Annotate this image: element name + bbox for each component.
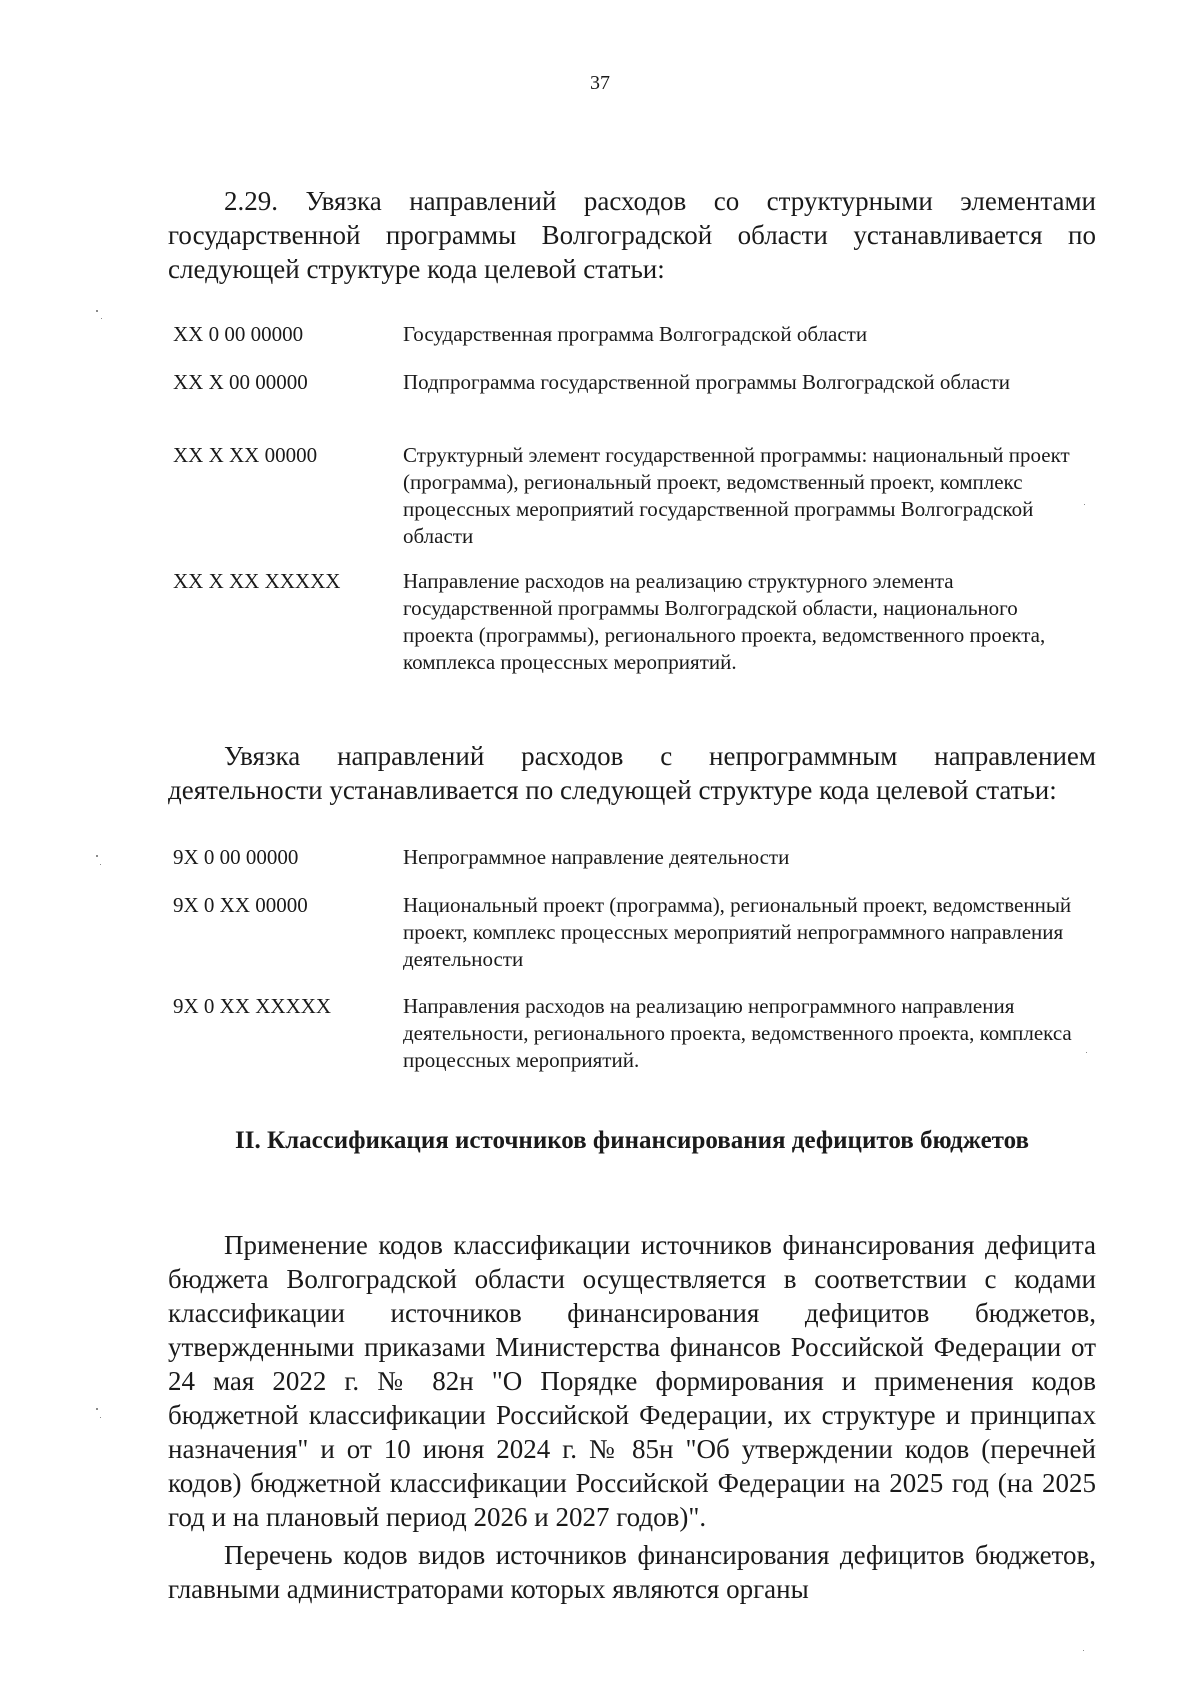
description-cell: Непрограммное направление деятельности [403, 845, 790, 869]
non-program-code-table [173, 844, 1078, 1074]
table-row [173, 369, 1078, 442]
description-cell: Подпрограмма государственной программы Волгоградской области [403, 370, 1011, 394]
code-cell: XX 0 00 00000 [173, 322, 304, 346]
scan-speck [96, 855, 98, 857]
table-row [173, 892, 1078, 993]
scan-speck [96, 310, 98, 312]
section-heading: II. Классификация источников финансирования дефицитов бюджетов [235, 1127, 1029, 1154]
table-row [173, 844, 1078, 892]
scan-speck [96, 1408, 98, 1410]
table-row [173, 993, 1078, 1074]
scan-speck [100, 864, 101, 865]
program-code-table [173, 321, 1078, 676]
code-cell: XX X 00 00000 [173, 370, 308, 394]
code-cell: 9X 0 XX XXXXX [173, 994, 332, 1018]
scan-speck [1084, 504, 1085, 505]
code-cell: 9X 0 XX 00000 [173, 893, 308, 917]
paragraph-2-29: 2.29. Увязка направлений расходов со структурными элементами государственной программы Волгоградской области устанавливается по следующей структуре кода целевой статьи: [168, 186, 1096, 284]
paragraph-classification: Применение кодов классификации источников финансирования дефицита бюджета Волгоградской области осуществляется в соответствии с кодами классификации источников финансирования дефицитов бюджетов, утвержденными приказами Министерства финансов Российской Федерации от 24 мая 2022 г. № 82н "О Порядке формирования и применения кодов бюджетной классификации Российской Федерации, их структуре и принципах назначения" и от 10 июня 2024 г. № 85н "Об утверждении кодов (перечней кодов) бюджетной классификации Российской Федерации на 2025 год (на 2025 год и на плановый период 2026 и 2027 годов)". [168, 1230, 1096, 1532]
scan-speck [1083, 1650, 1084, 1651]
scan-speck [100, 1417, 101, 1418]
description-cell: Направления расходов на реализацию непрограммного направления деятельности, регионального проекта, ведомственного проекта, комплекса процессных мероприятий. [403, 994, 1072, 1072]
code-cell: XX X XX XXXXX [173, 569, 341, 593]
description-cell: Направление расходов на реализацию структурного элемента государственной программы Волгоградской области, национального проекта (программы), регионального проекта, ведомственного проекта, комплекса процессных мероприятий. [403, 569, 1046, 674]
table-row [173, 321, 1078, 369]
scan-speck [101, 318, 102, 319]
paragraph-list: Перечень кодов видов источников финансирования дефицитов бюджетов, главными администраторами которых являются органы [168, 1540, 1096, 1604]
description-cell: Государственная программа Волгоградской области [403, 322, 868, 346]
description-cell: Структурный элемент государственной программы: национальный проект (программа), региональный проект, ведомственный проект, комплекс процессных мероприятий государственной программы Волгоградской области [403, 443, 1070, 548]
table-row [173, 442, 1078, 568]
scan-speck [1086, 1052, 1087, 1053]
paragraph-non-program: Увязка направлений расходов с непрограммным направлением деятельности устанавливается по следующей структуре кода целевой статьи: [168, 741, 1096, 805]
code-cell: XX X XX 00000 [173, 443, 318, 467]
table-row [173, 568, 1078, 676]
code-cell: 9X 0 00 00000 [173, 845, 299, 869]
description-cell: Национальный проект (программа), региональный проект, ведомственный проект, комплекс процессных мероприятий непрограммного направления деятельности [403, 893, 1072, 971]
page-number: 37 [590, 72, 610, 94]
